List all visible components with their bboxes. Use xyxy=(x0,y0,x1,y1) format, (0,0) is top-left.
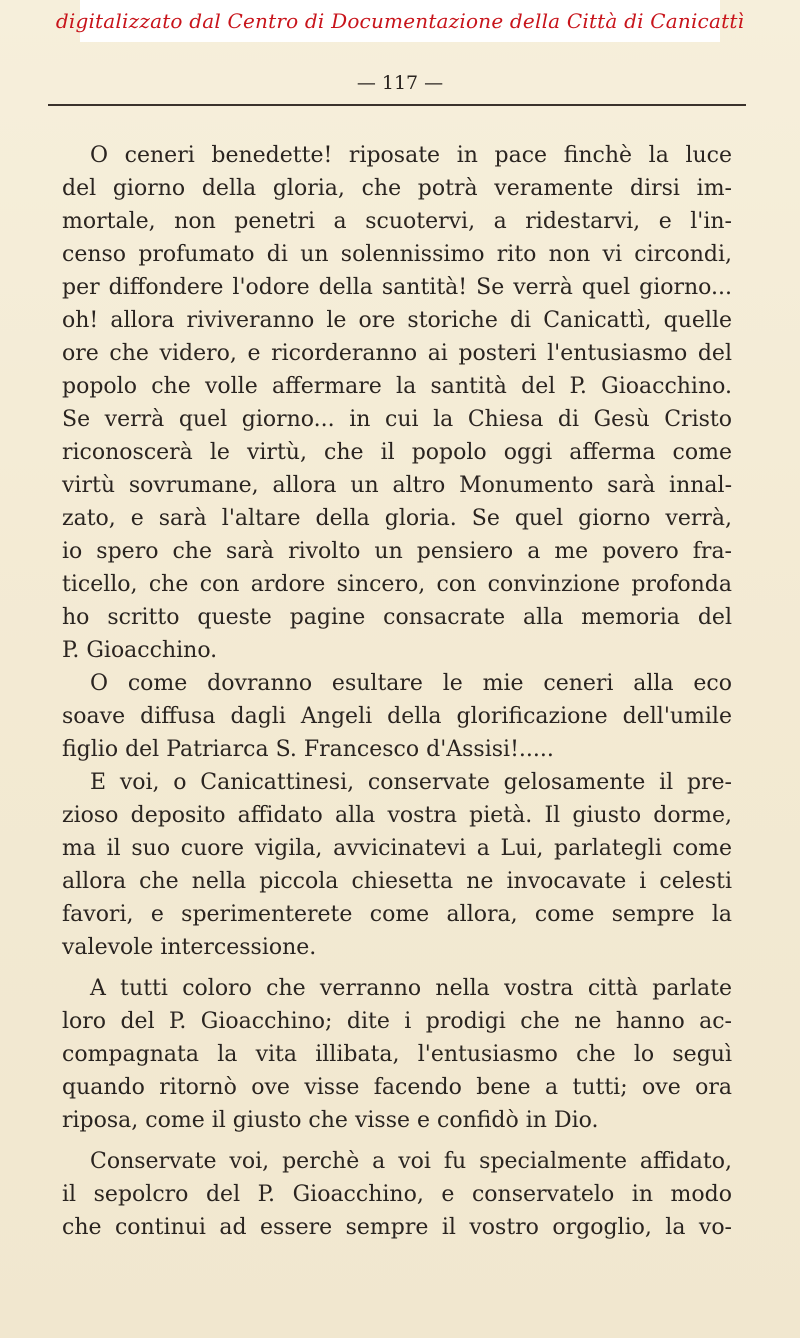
paragraph-1 xyxy=(62,139,732,667)
text-line: soave diffusa dagli Angeli della glorificazione dell'umile xyxy=(62,704,732,729)
text-line: virtù sovrumane, allora un altro Monumento sarà innal- xyxy=(62,473,732,498)
text-line: ma il suo cuore vigila, avvicinatevi a Lui, parlategli come xyxy=(62,836,732,861)
text-line: per diffondere l'odore della santità! Se verrà quel giorno... xyxy=(62,275,732,300)
text-line: O ceneri benedette! riposate in pace finchè la luce xyxy=(90,143,732,168)
text-line: loro del P. Gioacchino; dite i prodigi che ne hanno ac- xyxy=(62,1009,732,1034)
text-line: zato, e sarà l'altare della gloria. Se quel giorno verrà, xyxy=(62,506,732,531)
text-line: allora che nella piccola chiesetta ne invocavate i celesti xyxy=(62,869,732,894)
text-line: favori, e sperimenterete come allora, come sempre la xyxy=(62,902,732,927)
watermark-text: digitalizzato dal Centro di Documentazione della Città di Canicattì xyxy=(55,9,745,33)
text-line: P. Gioacchino. xyxy=(62,638,218,663)
text-line: quando ritornò ove visse facendo bene a tutti; ove ora xyxy=(62,1075,732,1100)
text-line: ticello, che con ardore sincero, con convinzione profonda xyxy=(62,572,732,597)
page-number: — 117 — xyxy=(356,72,444,94)
text-line: zioso deposito affidato alla vostra pietà. Il giusto dorme, xyxy=(62,803,732,828)
text-line: E voi, o Canicattinesi, conservate gelosamente il pre- xyxy=(90,770,732,795)
paragraph-4 xyxy=(62,972,732,1137)
text-line: figlio del Patriarca S. Francesco d'Assisi!..... xyxy=(62,737,554,762)
text-line: riposa, come il giusto che visse e confidò in Dio. xyxy=(62,1108,599,1133)
text-line: oh! allora riviveranno le ore storiche di Canicattì, quelle xyxy=(62,308,732,333)
text-line: ho scritto queste pagine consacrate alla memoria del xyxy=(62,605,732,630)
text-line: ore che videro, e ricorderanno ai posteri l'entusiasmo del xyxy=(62,341,732,366)
text-line: il sepolcro del P. Gioacchino, e conservatelo in modo xyxy=(62,1182,732,1207)
header-rule xyxy=(48,104,746,106)
text-line: del giorno della gloria, che potrà veramente dirsi im- xyxy=(62,176,732,201)
text-line: compagnata la vita illibata, l'entusiasmo che lo seguì xyxy=(62,1042,732,1067)
text-line: io spero che sarà rivolto un pensiero a me povero fra- xyxy=(62,539,732,564)
paragraph-5 xyxy=(62,1145,732,1244)
text-line: mortale, non penetri a scuotervi, a ridestarvi, e l'in- xyxy=(62,209,732,234)
body-text xyxy=(62,139,732,1244)
text-line: popolo che volle affermare la santità del P. Gioacchino. xyxy=(62,374,732,399)
text-line: O come dovranno esultare le mie ceneri alla eco xyxy=(90,671,732,696)
text-line: riconoscerà le virtù, che il popolo oggi afferma come xyxy=(62,440,732,465)
text-line: Conservate voi, perchè a voi fu specialmente affidato, xyxy=(90,1149,732,1174)
text-line: che continui ad essere sempre il vostro orgoglio, la vo- xyxy=(62,1215,732,1240)
text-line: A tutti coloro che verranno nella vostra città parlate xyxy=(90,976,732,1001)
digitization-watermark xyxy=(55,0,745,42)
paragraph-3 xyxy=(62,766,732,964)
text-line: valevole intercessione. xyxy=(62,935,317,960)
text-line: censo profumato di un solennissimo rito non vi circondi, xyxy=(62,242,732,267)
text-line: Se verrà quel giorno... in cui la Chiesa di Gesù Cristo xyxy=(62,407,732,432)
paragraph-2 xyxy=(62,667,732,766)
